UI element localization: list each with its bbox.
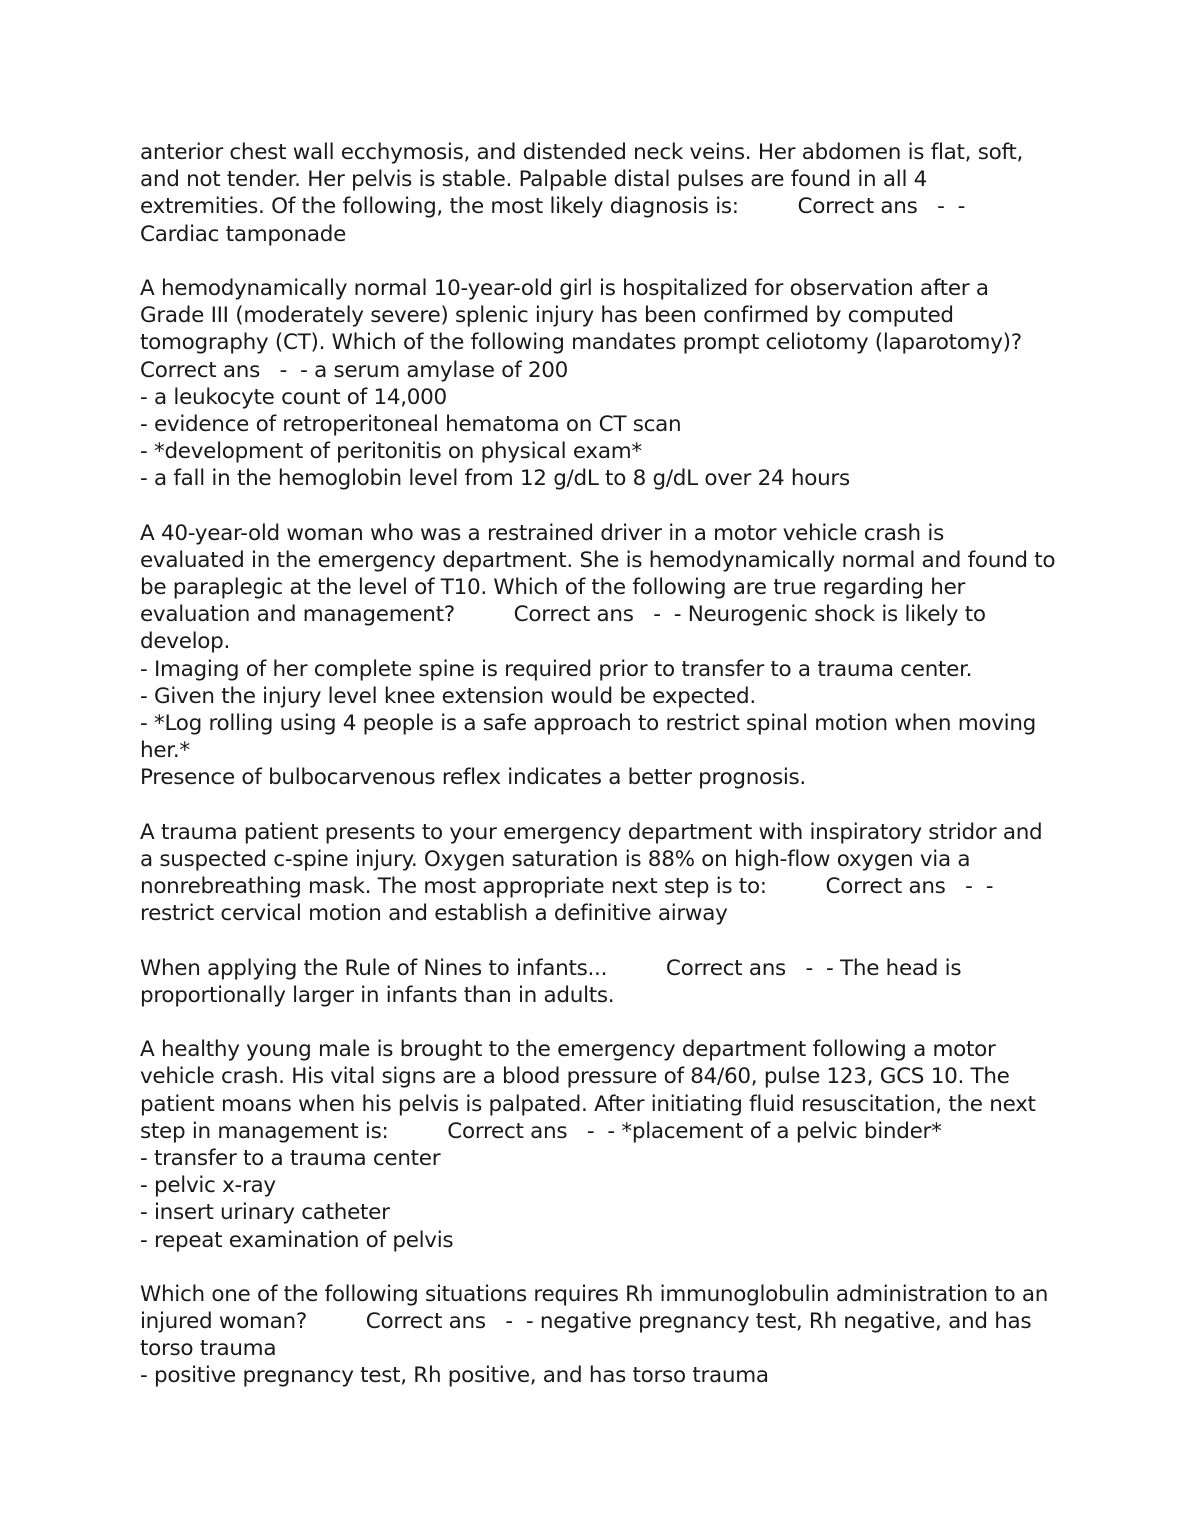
text-line: tomography (CT). Which of the following mandates prompt celiotomy (laparotomy)? [140, 330, 1022, 356]
text-line: - Given the injury level knee extension would be expected. [140, 683, 756, 709]
text-line: - repeat examination of pelvis [140, 1227, 454, 1253]
question-block [140, 955, 1060, 1009]
text-line: a suspected c-spine injury. Oxygen saturation is 88% on high-flow oxygen via a [140, 846, 971, 872]
text-line: - a leukocyte count of 14,000 [140, 384, 447, 410]
text-line: - a fall in the hemoglobin level from 12 g/dL to 8 g/dL over 24 hours [140, 466, 850, 492]
text-line: extremities. Of the following, the most likely diagnosis is: Correct ans - - [140, 194, 966, 220]
text-line: nonrebreathing mask. The most appropriate next step is to: Correct ans - - [140, 874, 994, 900]
text-line: evaluation and management? Correct ans - - Neurogenic shock is likely to [140, 602, 986, 628]
text-line: be paraplegic at the level of T10. Which of the following are true regarding her [140, 575, 966, 600]
text-line: - transfer to a trauma center [140, 1145, 441, 1171]
question-block [140, 1036, 1060, 1254]
text-line: - positive pregnancy test, Rh positive, and has torso trauma [140, 1363, 769, 1389]
text-line: develop. [140, 629, 231, 655]
question-block [140, 275, 1060, 493]
text-line: patient moans when his pelvis is palpated. After initiating fluid resuscitation, the next [140, 1091, 1036, 1117]
text-line: evaluated in the emergency department. She is hemodynamically normal and found to [140, 547, 1056, 573]
question-block [140, 1281, 1060, 1390]
text-line: torso trauma [140, 1336, 277, 1362]
text-line: A hemodynamically normal 10-year-old girl is hospitalized for observation after a [140, 275, 989, 301]
text-line: restrict cervical motion and establish a definitive airway [140, 901, 728, 927]
text-line: Presence of bulbocarvenous reflex indicates a better prognosis. [140, 765, 806, 791]
text-line: - evidence of retroperitoneal hematoma on CT scan [140, 411, 682, 437]
text-line: A 40-year-old woman who was a restrained driver in a motor vehicle crash is [140, 520, 944, 546]
text-line: - *development of peritonitis on physical exam* [140, 439, 642, 465]
text-line: Cardiac tamponade [140, 221, 347, 247]
text-line: - pelvic x-ray [140, 1173, 276, 1199]
text-line: A healthy young male is brought to the emergency department following a motor [140, 1037, 996, 1063]
question-block [140, 819, 1060, 928]
text-line: injured woman? Correct ans - - negative pregnancy test, Rh negative, and has [140, 1309, 1032, 1335]
text-line: step in management is: Correct ans - - *placement of a pelvic binder* [140, 1118, 942, 1144]
text-line: Which one of the following situations requires Rh immunoglobulin administration to an [140, 1281, 1049, 1307]
text-line: Correct ans - - a serum amylase of 200 [140, 357, 569, 383]
question-block [140, 139, 1060, 248]
text-line: anterior chest wall ecchymosis, and distended neck veins. Her abdomen is flat, soft, [140, 140, 1024, 165]
text-line: - Imaging of her complete spine is required prior to transfer to a trauma center. [140, 656, 973, 682]
text-line: - insert urinary catheter [140, 1200, 390, 1226]
text-line: When applying the Rule of Nines to infants... Correct ans - - The head is [140, 955, 962, 981]
text-line: Grade III (moderately severe) splenic injury has been confirmed by computed [140, 303, 954, 329]
text-line: and not tender. Her pelvis is stable. Palpable distal pulses are found in all 4 [140, 167, 928, 193]
text-line: proportionally larger in infants than in adults. [140, 982, 615, 1008]
text-column [140, 139, 1060, 1417]
text-line: her.* [140, 738, 190, 764]
text-line: - *Log rolling using 4 people is a safe approach to restrict spinal motion when moving [140, 710, 1036, 736]
text-line: vehicle crash. His vital signs are a blood pressure of 84/60, pulse 123, GCS 10. The [140, 1064, 1010, 1090]
text-line: A trauma patient presents to your emergency department with inspiratory stridor and [140, 819, 1043, 845]
question-block [140, 520, 1060, 792]
